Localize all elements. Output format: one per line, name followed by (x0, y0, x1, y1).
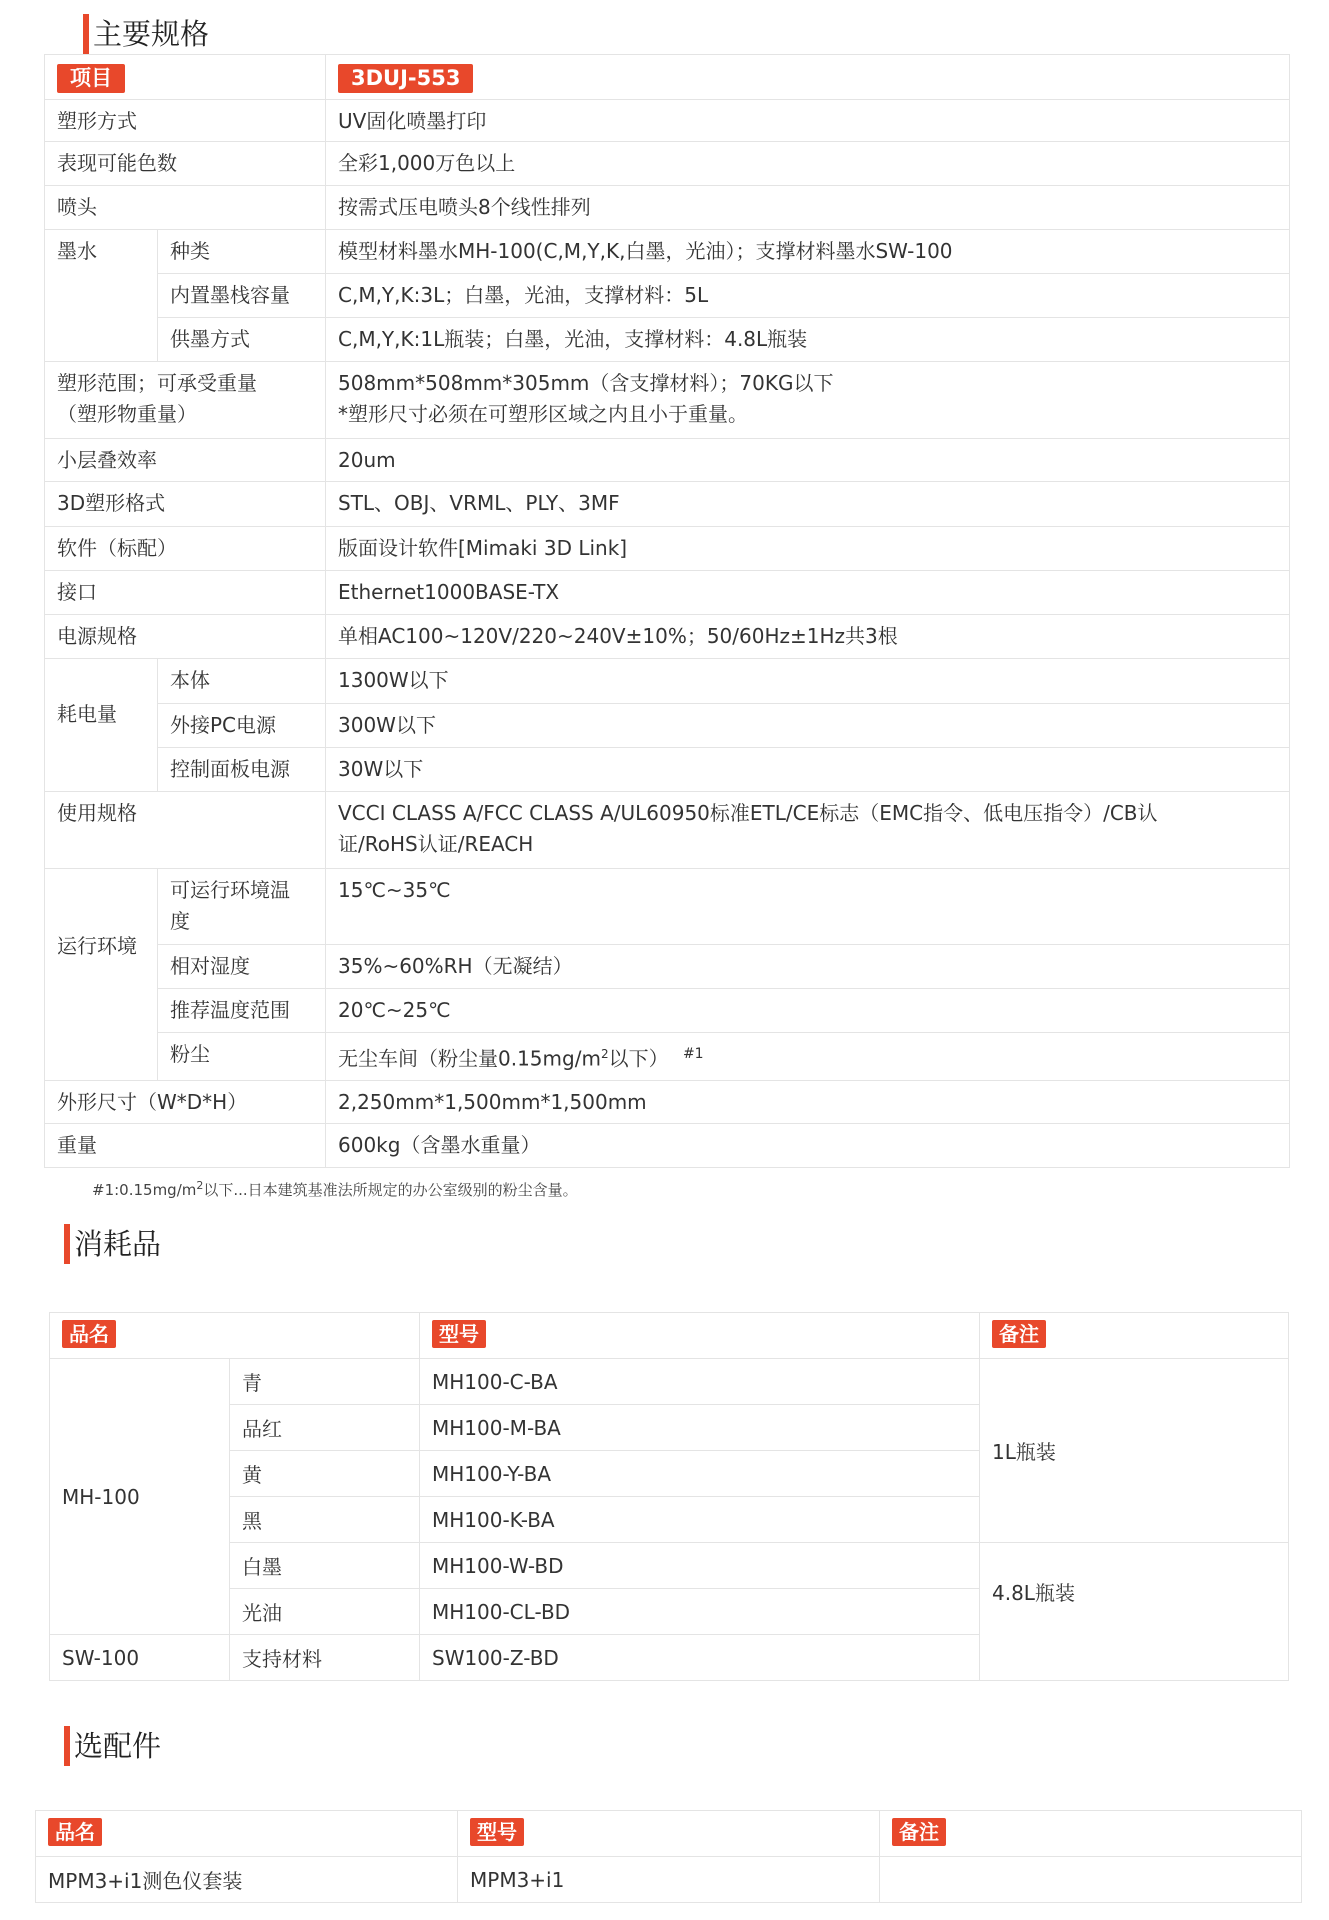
dust-value-a: 无尘车间（粉尘量0.15mg/m (338, 1046, 601, 1071)
row-label: 软件（标配） (45, 527, 326, 571)
row-value: 2,250mm*1,500mm*1,500mm (326, 1081, 1290, 1124)
group-mh100: MH-100 (50, 1359, 230, 1635)
row-value (326, 792, 1290, 869)
table-row (45, 439, 1290, 482)
table-row (45, 186, 1290, 230)
row-value: 单相AC100~120V/220~240V±10%；50/60Hz±1Hz共3根 (326, 615, 1290, 659)
specs-table (44, 54, 1290, 1168)
row-label: 表现可能色数 (45, 142, 326, 186)
item-header-tag: 项目 (57, 64, 125, 93)
consumables-table (49, 1312, 1289, 1681)
standard-value-line-1: VCCI CLASS A/FCC CLASS A/UL60950标准ETL/CE标志（EMC指令、低电压指令）/CB认 (338, 801, 1158, 825)
row-value: 15℃~35℃ (326, 869, 1290, 945)
table-row (45, 527, 1290, 571)
row-value: C,M,Y,K:3L；白墨，光油，支撑材料：5L (326, 274, 1290, 318)
dust-sup: 2 (600, 1047, 609, 1061)
item-model: SW100-Z-BD (420, 1635, 980, 1681)
row-value: 20℃~25℃ (326, 989, 1290, 1033)
row-label: 外形尺寸（W*D*H） (45, 1081, 326, 1124)
item-model: MH100-K-BA (420, 1497, 980, 1543)
standard-value-line-2: 证/RoHS认证/REACH (338, 832, 534, 856)
env-group-label (45, 869, 158, 1081)
table-row (45, 482, 1290, 527)
specs-section-title (83, 14, 209, 54)
table-row (45, 615, 1290, 659)
item-color: 白墨 (230, 1543, 420, 1589)
options-table (35, 1810, 1302, 1903)
table-row (45, 100, 1290, 142)
group-sw100: SW-100 (50, 1635, 230, 1681)
row-label (158, 869, 326, 945)
row-value: 按需式压电喷头8个线性排列 (326, 186, 1290, 230)
row-value: 版面设计软件[Mimaki 3D Link] (326, 527, 1290, 571)
options-title-text: 选配件 (74, 1729, 162, 1763)
options-header-row (36, 1811, 1302, 1857)
row-value: 30W以下 (326, 748, 1290, 792)
row-label: 供墨方式 (158, 318, 326, 362)
table-row (45, 659, 1290, 704)
table-row (45, 792, 1290, 869)
table-row (45, 274, 1290, 318)
row-value: 全彩1,000万色以上 (326, 142, 1290, 186)
consumables-title-text: 消耗品 (74, 1227, 162, 1261)
row-value: C,M,Y,K:1L瓶装；白墨，光油，支撑材料：4.8L瓶装 (326, 318, 1290, 362)
option-name: MPM3+i1测色仪套装 (36, 1857, 458, 1903)
range-label-line-1: 塑形范围；可承受重量 (57, 371, 257, 395)
row-label: 内置墨栈容量 (158, 274, 326, 318)
row-label: 塑形方式 (45, 100, 326, 142)
consumables-section-title (64, 1224, 161, 1264)
table-row (45, 704, 1290, 748)
row-label: 3D塑形格式 (45, 482, 326, 527)
row-value (326, 362, 1290, 439)
row-label: 外接PC电源 (158, 704, 326, 748)
range-value-line-2: *塑形尺寸必须在可塑形区域之内且小于重量。 (338, 402, 748, 426)
item-model: MH100-Y-BA (420, 1451, 980, 1497)
dust-value-b: 以下） (608, 1046, 669, 1071)
row-label: 重量 (45, 1124, 326, 1168)
table-row (45, 571, 1290, 615)
table-row (50, 1359, 1289, 1405)
row-label: 本体 (158, 659, 326, 704)
item-model: MH100-C-BA (420, 1359, 980, 1405)
item-color: 支持材料 (230, 1635, 420, 1681)
model-header-tag: 型号 (432, 1320, 486, 1348)
specs-title-text: 主要规格 (93, 17, 210, 51)
row-label: 电源规格 (45, 615, 326, 659)
item-model: MH100-W-BD (420, 1543, 980, 1589)
row-label: 喷头 (45, 186, 326, 230)
table-row (45, 1124, 1290, 1168)
env-label-text: 运行环境 (57, 934, 137, 958)
note-header-tag: 备注 (992, 1320, 1046, 1348)
table-row (45, 1033, 1290, 1081)
row-value: 600kg（含墨水重量） (326, 1124, 1290, 1168)
table-row (45, 362, 1290, 439)
row-value (326, 1033, 1290, 1081)
ink-group-label: 墨水 (45, 230, 158, 362)
consumption-group-label (45, 659, 158, 792)
table-row (45, 869, 1290, 945)
item-color: 黄 (230, 1451, 420, 1497)
name-header-tag: 品名 (62, 1320, 116, 1348)
row-label: 粉尘 (158, 1033, 326, 1081)
table-row (45, 1081, 1290, 1124)
name-header-tag: 品名 (48, 1818, 102, 1846)
item-color: 青 (230, 1359, 420, 1405)
specs-footnote (92, 1179, 578, 1200)
table-row (45, 748, 1290, 792)
model-header-tag: 型号 (470, 1818, 524, 1846)
temp-label-line-2: 度 (170, 909, 190, 933)
row-value: 20um (326, 439, 1290, 482)
row-value: UV固化喷墨打印 (326, 100, 1290, 142)
row-label: 接口 (45, 571, 326, 615)
table-row (45, 989, 1290, 1033)
row-label: 使用规格 (45, 792, 326, 869)
row-value: 300W以下 (326, 704, 1290, 748)
table-row (36, 1857, 1302, 1903)
row-label: 推荐温度范围 (158, 989, 326, 1033)
row-value: STL、OBJ、VRML、PLY、3MF (326, 482, 1290, 527)
table-row (45, 230, 1290, 274)
dust-note-mark: #1 (682, 1046, 704, 1062)
row-value: 35%~60%RH（无凝结） (326, 945, 1290, 989)
row-label: 种类 (158, 230, 326, 274)
row-value: 1300W以下 (326, 659, 1290, 704)
item-color: 黑 (230, 1497, 420, 1543)
footnote-b: 以下...日本建筑基准法所规定的办公室级别的粉尘含量。 (203, 1181, 578, 1199)
note-1l: 1L瓶装 (980, 1359, 1289, 1543)
option-model: MPM3+i1 (458, 1857, 880, 1903)
item-color: 光油 (230, 1589, 420, 1635)
option-note (880, 1857, 1302, 1903)
row-value: Ethernet1000BASE-TX (326, 571, 1290, 615)
item-model: MH100-CL-BD (420, 1589, 980, 1635)
range-label-line-2: （塑形物重量） (57, 402, 197, 426)
model-header-tag: 3DUJ-553 (338, 64, 473, 93)
note-header-tag: 备注 (892, 1818, 946, 1846)
specs-header-row (45, 55, 1290, 100)
table-row (45, 318, 1290, 362)
table-row (50, 1543, 1289, 1589)
options-section-title (64, 1726, 161, 1766)
range-value-line-1: 508mm*508mm*305mm（含支撑材料）；70KG以下 (338, 371, 834, 395)
row-label: 小层叠效率 (45, 439, 326, 482)
temp-label-line-1: 可运行环境温 (170, 878, 290, 902)
row-label: 相对湿度 (158, 945, 326, 989)
footnote-a: #1:0.15mg/m (92, 1181, 197, 1199)
footnote-sup: 2 (196, 1179, 204, 1192)
item-color: 品红 (230, 1405, 420, 1451)
item-model: MH100-M-BA (420, 1405, 980, 1451)
row-value: 模型材料墨水MH-100(C,M,Y,K,白墨，光油）；支撑材料墨水SW-100 (326, 230, 1290, 274)
row-label (45, 362, 326, 439)
row-label: 控制面板电源 (158, 748, 326, 792)
note-4-8l: 4.8L瓶装 (980, 1543, 1289, 1681)
table-row (45, 945, 1290, 989)
consumables-header-row (50, 1313, 1289, 1359)
consumption-label-text: 耗电量 (57, 702, 117, 726)
table-row (45, 142, 1290, 186)
